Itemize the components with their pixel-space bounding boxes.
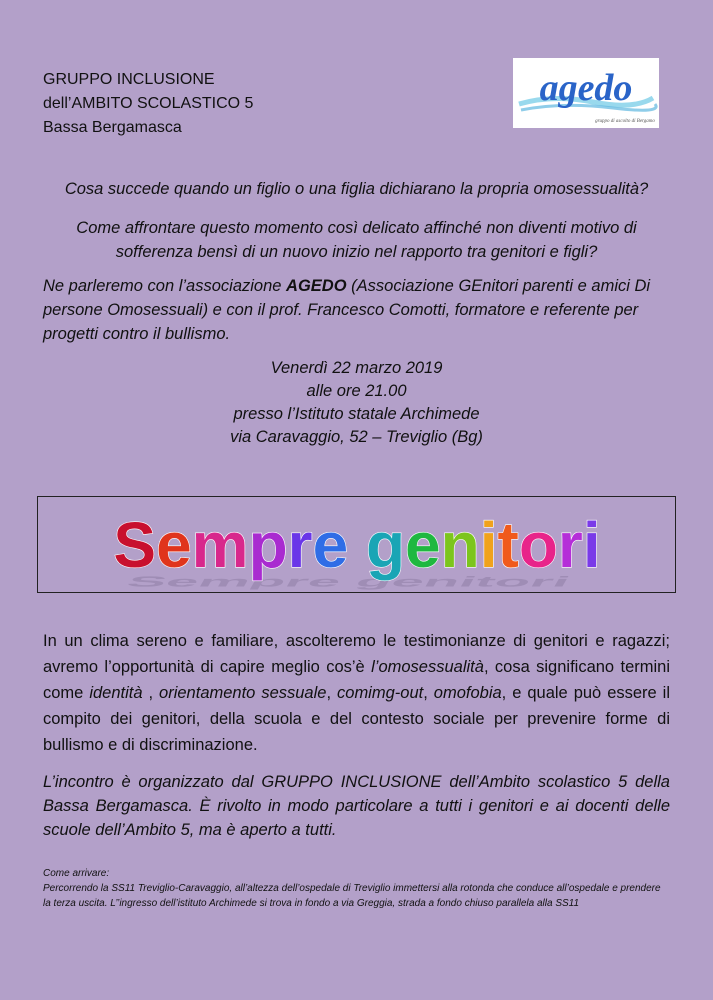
- title-letter: n: [440, 509, 480, 581]
- title-banner: [37, 496, 676, 593]
- title-letter: e: [405, 509, 441, 581]
- body-text: ,: [142, 684, 160, 702]
- event-address: via Caravaggio, 52 – Treviglio (Bg): [230, 428, 483, 446]
- intro-text-after: (Associazione GEnitori parenti e amici Di persone Omosessuali) e con il prof. Francesco Comotti, formatore e referente per progetti contro il bullismo.: [43, 277, 651, 343]
- title-letter: r: [287, 509, 313, 581]
- term-coming-out: comimg-out: [337, 684, 424, 702]
- question-2-line-2: sofferenza bensì di un nuovo inizio nel rapporto tra genitori e figli?: [115, 243, 598, 261]
- directions-heading: Come arrivare:: [43, 868, 110, 879]
- organizer-block: [43, 68, 253, 140]
- body-paragraph-1: [43, 628, 670, 758]
- intro-paragraph: [43, 274, 673, 346]
- title-letter: r: [557, 509, 583, 581]
- intro-agedo-bold: AGEDO: [286, 277, 347, 295]
- title-letter: o: [518, 509, 558, 581]
- organizer-line-2: dell’AMBITO SCOLASTICO 5: [43, 95, 254, 112]
- body-paragraph-2: L’incontro è organizzato dal GRUPPO INCLUSIONE dell’Ambito scolastico 5 della Bassa Bergamasca. È rivolto in modo particolare a tutti i genitori e ai docenti delle scuole dell’Ambito 5, ma è aperto a tutti.: [43, 773, 670, 839]
- organizer-line-1: GRUPPO INCLUSIONE: [43, 71, 215, 88]
- body-text: In un clima sereno e familiare, ascolteremo le testimonianze di genitori e ragazzi; avremo l’opportunità di capire meglio cos’è: [43, 632, 670, 676]
- body-text: ,: [423, 684, 434, 702]
- title-letter: p: [248, 509, 288, 581]
- title-letter: g: [365, 509, 406, 581]
- question-2-line-1: Come affrontare questo momento così delicato affinché non diventi motivo di: [76, 219, 637, 237]
- directions-text: Percorrendo la SS11 Treviglio-Caravaggio, all’altezza dell’ospedale di Treviglio immettersi alla rotonda che conduce all’ospedale e prendere la terza uscita. L’’ingresso dell’istituto Archimede si trova in fondo a via Greggia, strada a fondo chiuso parallela alla SS11: [43, 883, 661, 909]
- rainbow-title-graphic: [38, 497, 677, 594]
- term-identita: identità: [89, 684, 143, 702]
- title-reflection: Sempre genitori: [123, 573, 574, 590]
- intro-text-before: Ne parleremo con l’associazione: [43, 277, 287, 295]
- title-letter: S: [113, 509, 157, 581]
- body-text: , e quale può essere il compito dei genitori, della scuola e del contesto sociale per prevenire forme di bullismo e di discriminazione.: [43, 684, 671, 754]
- event-time: alle ore 21.00: [306, 382, 407, 400]
- event-details: [100, 357, 613, 449]
- title-letter: i: [582, 509, 601, 581]
- body-text: ,: [326, 684, 338, 702]
- question-2: [40, 216, 673, 264]
- agedo-logo: [513, 58, 659, 128]
- event-date: Venerdì 22 marzo 2019: [270, 359, 443, 377]
- body-text: , cosa significano termini come: [43, 658, 670, 702]
- term-omofobia: omofobia: [433, 684, 502, 702]
- term-orientamento: orientamento sessuale: [159, 684, 327, 702]
- title-letter: e: [312, 509, 349, 581]
- term-omosessualita: l’omosessualità: [371, 658, 484, 676]
- title-letter: t: [497, 509, 519, 581]
- logo-subtext: gruppo di ascolto di Bergamo: [595, 119, 655, 124]
- title-letter: m: [191, 509, 249, 581]
- title-letter: [348, 509, 366, 581]
- title-letter: e: [156, 509, 192, 581]
- question-1: Cosa succede quando un figlio o una figlia dichiarano la propria omosessualità?: [64, 180, 649, 198]
- event-venue: presso l’Istituto statale Archimede: [233, 405, 480, 423]
- title-letter: i: [479, 509, 498, 581]
- logo-wordmark: agedo: [539, 67, 633, 109]
- organizer-line-3: Bassa Bergamasca: [43, 119, 182, 136]
- title-text: [113, 509, 600, 581]
- directions-block: [43, 866, 670, 911]
